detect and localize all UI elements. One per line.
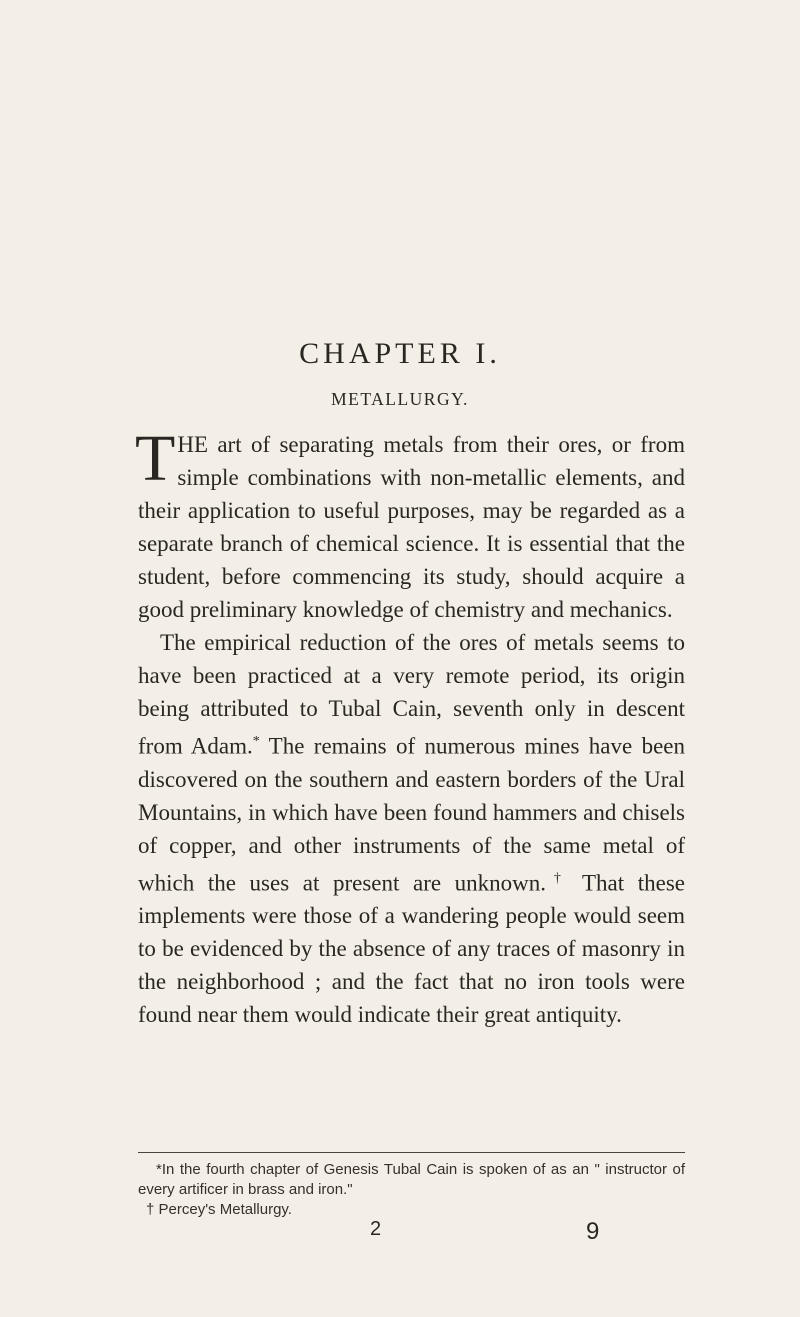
page-number: 9 — [586, 1218, 600, 1245]
drop-cap: T — [135, 422, 176, 495]
paragraph-1 — [135, 422, 685, 626]
footnotes — [138, 1160, 685, 1220]
footnote-mark-dagger: † — [546, 870, 569, 886]
footnote-2: † Percey's Metallurgy. — [146, 1201, 292, 1218]
paragraph-2-text-b: The remains of numerous mines have been discovered on the southern and eastern borders of the Ural Mountains, in which have been found hammers and chisels of copper, and other instruments of the same metal of which the uses at present are unknown. — [138, 733, 685, 896]
paragraph-2 — [138, 626, 685, 1031]
section-title: METALLURGY. — [331, 389, 469, 409]
paragraph-2-text-c: That these implements were those of a wandering people would seem to be evidenced by the absence of any traces of masonry in the neighborhood ; and the fact that no iron tools were found near them would indicate their great antiquity. — [138, 870, 685, 1028]
footnote-mark-asterisk: * — [252, 734, 260, 749]
paragraph-2-text-a: The empirical reduction of the ores of metals seems to have been practiced at a very remote period, its origin being attributed to Tubal Cain, seventh only in descent from Adam. — [138, 630, 685, 759]
paragraph-1-text: HE art of separating metals from their ores, or from simple combinations with non-metallic elements, and their application to useful purposes, may be regarded as a separate branch of chemical science. It is essential that the student, before commencing its study, should acquire a good preliminary knowledge of chemistry and mechanics. — [138, 432, 685, 622]
footnote-1: *In the fourth chapter of Genesis Tubal Cain is spoken of as an " instructor of every artificer in brass and iron." — [138, 1161, 685, 1198]
chapter-title: CHAPTER I. — [299, 337, 501, 370]
signature-mark: 2 — [370, 1218, 382, 1240]
body-text — [135, 422, 685, 1031]
footnote-divider — [138, 1152, 685, 1153]
